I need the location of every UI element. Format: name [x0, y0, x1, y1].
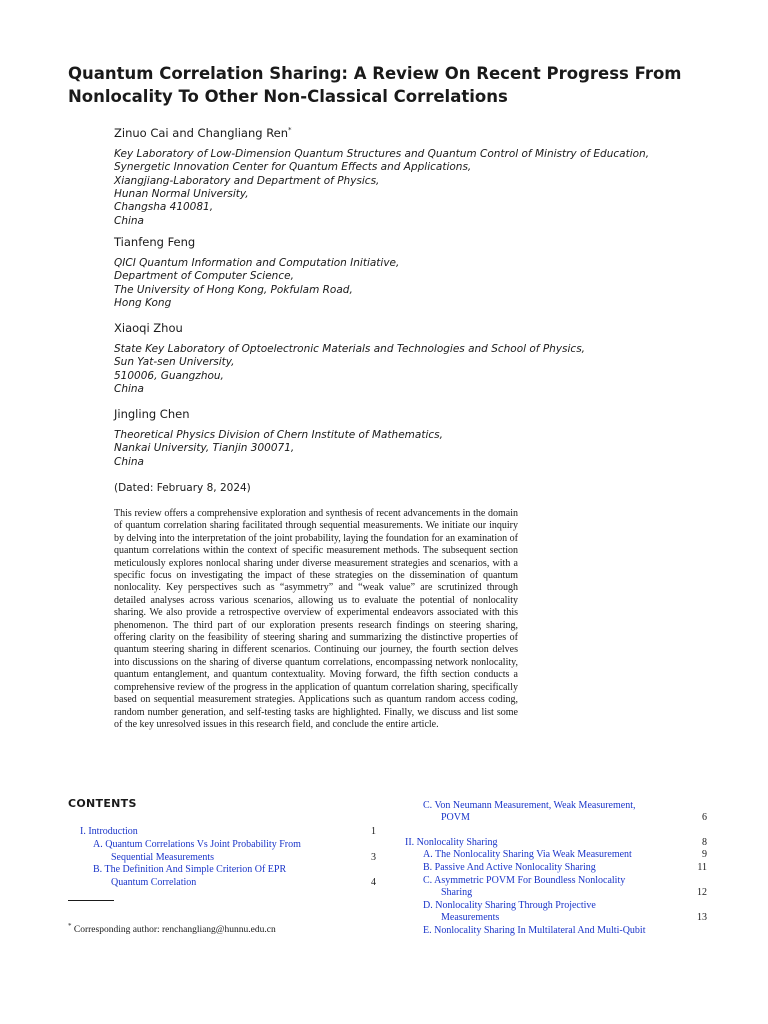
author-name: Jingling Chen: [114, 407, 190, 421]
toc-link-nonlocality-sharing[interactable]: II. Nonlocality Sharing: [405, 837, 498, 848]
affiliation-line: Synergetic Innovation Center for Quantum Effects and Applications,: [114, 161, 472, 174]
toc-link-projective-cont[interactable]: Measurements: [441, 912, 500, 923]
author-block-1: [114, 122, 714, 228]
toc-link-passive-active[interactable]: B. Passive And Active Nonlocality Sharing: [423, 862, 596, 873]
author-block-2: [114, 234, 714, 311]
footnote-divider: [68, 900, 114, 901]
paper-title: [68, 62, 708, 108]
footnote: [68, 922, 276, 935]
author-block-4: [114, 406, 714, 469]
toc-link-epr-criterion[interactable]: B. The Definition And Simple Criterion Of EPR: [93, 864, 287, 875]
toc-page-number: 11: [697, 862, 707, 873]
affiliation-line: 510006, Guangzhou,: [114, 369, 224, 382]
toc-page-number: 9: [702, 849, 707, 860]
abstract: This review offers a comprehensive exploration and synthesis of recent advancements in the domain of quantum correlation sharing facilitated through sequential measurements. We initiate our inquiry by delving into the interpretation of the joint probability, laying the foundation for an examination of quantum correlations within the context of specific measurement methods. The subsequent section meticulously explores nonlocal sharing under diverse measurement strategies and scenarios, with a specific focus on investigating the impact of these strategies on the dissemination of quantum nonlocality. Key perspectives such as “asymmetry” and “weak value” are scrutinized through detailed analyses across various scenarios, allowing us to evaluate the potential of nonlocality sharing. We also provide a retrospective overview of experimental endeavors associated with this phenomenon. The third part of our exploration presents research findings on steering sharing, offering clarity on the feasibility of steering sharing and summarizing the distinctive properties of quantum steering sharing in different scenarios. Continuing our journey, the fourth section delves into discussions on the sharing of diverse quantum correlations, encompassing network nonlocality, quantum entanglement, and quantum contextuality. Moving forward, the fifth section conducts a comprehensive review of the progress in the application of quantum correlation sharing, specifically based on sequential measurement strategies. Applications such as quantum random access coding, random number generation, and self-testing tasks are highlighted. Finally, we discuss and list some of the key unresolved issues in this research field, and conclude the entire article.: [114, 508, 518, 730]
author-block-3: [114, 320, 714, 397]
affiliation-line: QICI Quantum Information and Computation Initiative,: [114, 257, 400, 269]
author-name: Xiaoqi Zhou: [114, 321, 183, 335]
toc-page-number: 8: [702, 837, 707, 848]
title-line-2: Nonlocality To Other Non-Classical Correlations: [68, 87, 508, 106]
toc-link-measurement-types[interactable]: C. Von Neumann Measurement, Weak Measurement,: [423, 800, 636, 811]
affiliation: [114, 148, 714, 228]
affiliation-line: Theoretical Physics Division of Chern Institute of Mathematics,: [114, 429, 443, 441]
affiliation: [114, 429, 714, 469]
affiliation-line: Hunan Normal University,: [114, 188, 249, 201]
contents-heading: CONTENTS: [68, 797, 137, 810]
affiliation: [114, 343, 714, 397]
affiliation-line: Department of Computer Science,: [114, 270, 294, 283]
affiliation-line: Xiangjiang-Laboratory and Department of Physics,: [114, 174, 380, 187]
affiliation-line: Nankai University, Tianjin 300071,: [114, 442, 295, 455]
toc-link-projective[interactable]: D. Nonlocality Sharing Through Projective: [423, 900, 596, 911]
toc-page-number: 3: [371, 852, 376, 863]
toc-link-joint-probability[interactable]: A. Quantum Correlations Vs Joint Probability From: [93, 839, 301, 850]
toc-link-asymmetric-povm[interactable]: C. Asymmetric POVM For Boundless Nonlocality: [423, 875, 626, 886]
toc-page-number: 4: [371, 877, 376, 888]
toc-link-weak-measurement[interactable]: A. The Nonlocality Sharing Via Weak Measurement: [423, 849, 632, 860]
toc-link-measurement-types-cont[interactable]: POVM: [441, 812, 470, 823]
toc-link-asymmetric-povm-cont[interactable]: Sharing: [441, 887, 473, 898]
title-line-1: Quantum Correlation Sharing: A Review On Recent Progress From: [68, 64, 682, 83]
toc-page-number: 6: [702, 812, 707, 823]
affiliation-line: China: [114, 214, 144, 227]
affiliation-line: The University of Hong Kong, Pokfulam Road,: [114, 283, 353, 296]
toc-link-multilateral[interactable]: E. Nonlocality Sharing In Multilateral And Multi-Qubit: [423, 925, 646, 936]
affiliation-line: State Key Laboratory of Optoelectronic Materials and Technologies and School of Physics,: [114, 343, 586, 355]
toc-page-number: 13: [697, 912, 707, 923]
affiliation-line: China: [114, 455, 144, 468]
footnote-marker: *: [68, 922, 72, 930]
toc-right-column: [405, 800, 709, 940]
affiliation-line: China: [114, 383, 144, 396]
toc-left-column: [68, 826, 378, 896]
toc-page-number: 12: [697, 887, 707, 898]
affiliation: [114, 257, 714, 311]
affiliation-line: Sun Yat-sen University,: [114, 356, 235, 369]
toc-link-joint-probability-cont[interactable]: Sequential Measurements: [111, 852, 215, 863]
toc-link-introduction[interactable]: I. Introduction: [80, 826, 138, 837]
author-name: Tianfeng Feng: [114, 235, 196, 249]
affiliation-line: Changsha 410081,: [114, 201, 214, 214]
toc-link-epr-criterion-cont[interactable]: Quantum Correlation: [111, 877, 197, 888]
affiliation-line: Key Laboratory of Low-Dimension Quantum Structures and Quantum Control of Ministry of Education,: [114, 147, 650, 160]
affiliation-line: Hong Kong: [114, 297, 172, 310]
toc-page-number: 1: [371, 826, 376, 837]
dated-line: (Dated: February 8, 2024): [114, 482, 251, 494]
footnote-text: Corresponding author: renchangliang@hunnu.edu.cn: [73, 925, 276, 936]
corresponding-marker: *: [288, 126, 292, 134]
author-name: Zinuo Cai and Changliang Ren*: [114, 125, 292, 140]
